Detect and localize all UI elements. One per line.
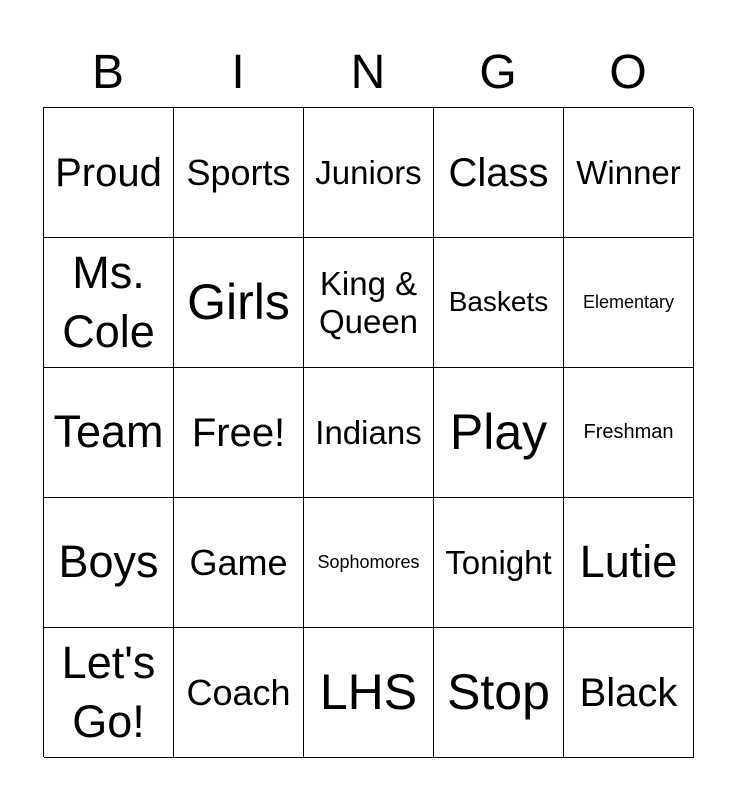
bingo-cell [304, 108, 434, 238]
cell-text: Proud [55, 150, 162, 195]
bingo-cell [304, 498, 434, 628]
cell-text: Sports [186, 151, 291, 193]
cell-text: Coach [186, 671, 291, 713]
cell-text: Let's Go! [61, 637, 156, 747]
cell-text: Free! [191, 410, 286, 455]
header-letter-o: O [609, 46, 647, 99]
cell-text: Team [53, 406, 164, 458]
cell-text: King & Queen [318, 264, 419, 340]
cell-text: Black [579, 670, 678, 715]
bingo-cell [44, 368, 174, 498]
bingo-cell [304, 238, 434, 368]
bingo-cell [174, 108, 304, 238]
cell-text: Tonight [445, 543, 552, 581]
bingo-cell [564, 238, 694, 368]
bingo-cell [434, 108, 564, 238]
cell-text: Winner [576, 153, 681, 191]
cell-text: Game [189, 541, 288, 583]
bingo-cell [174, 368, 304, 498]
cell-text: Indians [315, 413, 422, 451]
bingo-cell [44, 108, 174, 238]
cell-text: Baskets [448, 286, 549, 318]
cell-text: Class [448, 150, 549, 195]
bingo-cell [564, 108, 694, 238]
cell-text: Boys [58, 536, 159, 588]
header-letter-b: B [91, 46, 124, 99]
cell-text: Play [449, 403, 548, 460]
cell-text: Juniors [315, 153, 422, 191]
bingo-cell [44, 498, 174, 628]
bingo-header [43, 40, 693, 106]
header-letter-i: I [231, 46, 245, 99]
bingo-cell [174, 498, 304, 628]
cell-text: Ms. Cole [62, 247, 155, 357]
header-letter-n: N [350, 46, 386, 99]
bingo-cell [434, 238, 564, 368]
cell-text: Girls [187, 273, 290, 330]
bingo-cell [174, 238, 304, 368]
bingo-cell [304, 368, 434, 498]
cell-text: Elementary [582, 292, 675, 313]
bingo-grid [43, 107, 693, 757]
cell-text: Lutie [579, 536, 678, 588]
cell-text: Freshman [583, 421, 674, 443]
bingo-cell [304, 628, 434, 758]
bingo-cell [44, 238, 174, 368]
header-letter-g: G [479, 46, 517, 99]
bingo-cell [44, 628, 174, 758]
bingo-cell [564, 628, 694, 758]
bingo-cell [434, 628, 564, 758]
cell-text: Sophomores [317, 552, 420, 573]
bingo-cell [564, 498, 694, 628]
bingo-cell [434, 368, 564, 498]
cell-text: Stop [447, 663, 550, 720]
bingo-cell [174, 628, 304, 758]
bingo-cell [564, 368, 694, 498]
cell-text: LHS [319, 663, 418, 720]
bingo-cell [434, 498, 564, 628]
